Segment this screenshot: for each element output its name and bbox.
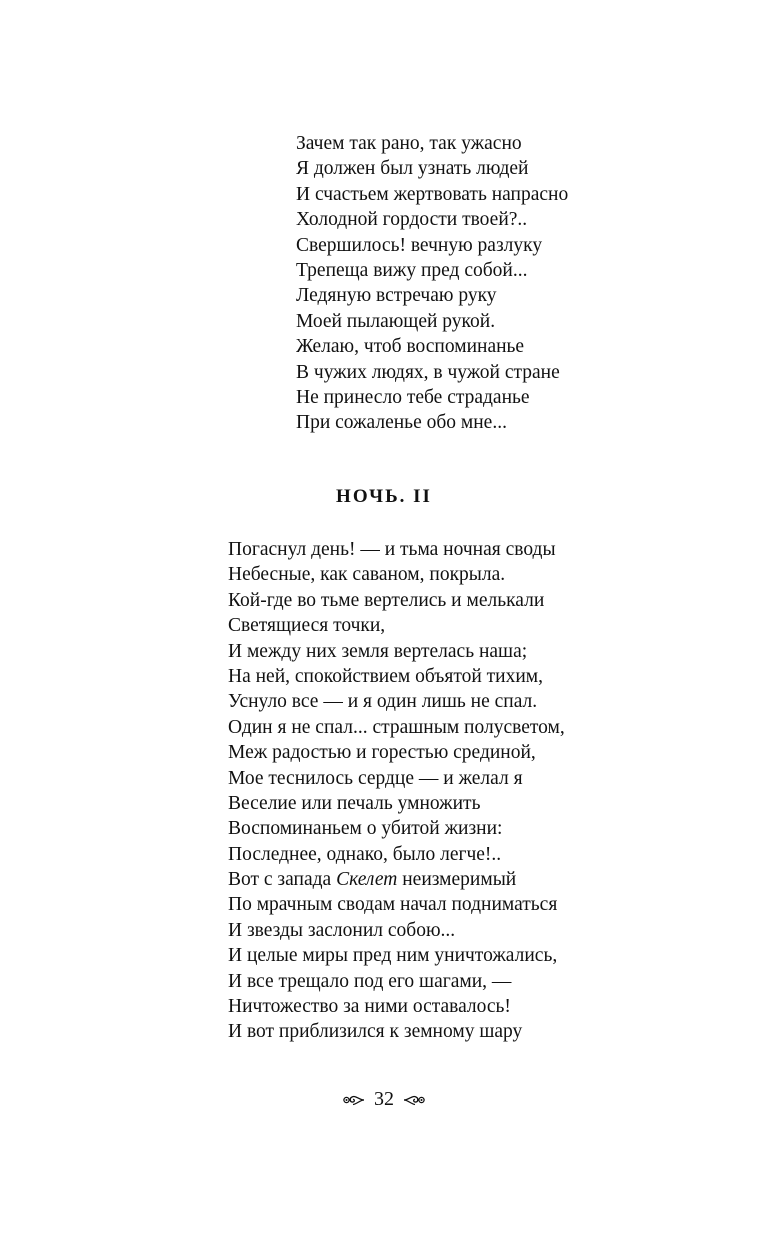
verse-line: На ней, спокойствием объятой тихим, [228,665,544,687]
verse-line: Желаю, чтоб воспоминанье [296,336,525,358]
verse-line [228,867,565,892]
verse-line: Мое теснилось сердце — и желал я [228,767,523,789]
verse-line: Погаснул день! — и тьма ночная своды [228,539,556,560]
verse-segment: Вот с запада [228,869,332,891]
verse-line: Один я не спал... страшным полусветом, [228,716,565,738]
verse-line: Веселие или печаль умножить [228,792,481,814]
verse-segment: неизмеримый [402,869,517,891]
poem-title: НОЧЬ. II [336,486,432,507]
stanza-1 [296,131,568,436]
verse-line: При сожаленье обо мне... [296,412,507,434]
verse-line: Воспоминаньем о убитой жизни: [228,818,503,840]
verse-line: Небесные, как саваном, покрыла. [228,564,506,586]
verse-line: Зачем так рано, так ужасно [296,133,522,154]
verse-line: И звезды заслонил собою... [228,919,456,941]
verse-line: Ледяную встречаю руку [296,285,497,307]
verse-line: Не принесло тебе страданье [296,386,530,408]
verse-line: И между них земля вертелась наша; [228,640,528,662]
verse-line: И вот приблизился к земному шару [228,1021,523,1043]
verse-line: Моей пылающей рукой. [296,310,496,332]
fleuron-right-icon [402,1092,426,1108]
verse-line: Кой-где во тьме вертелись и мелькали [228,589,545,611]
verse-line: Меж радостью и горестью срединой, [228,742,536,764]
verse-line: В чужих людях, в чужой стране [296,361,560,383]
italic-word: Скелет [336,869,398,891]
fleuron-left-icon [342,1092,366,1108]
verse-line: И все трещало под его шагами, — [228,970,512,992]
verse-line: Свершилось! вечную разлуку [296,234,543,256]
verse-line: Ничтожество за ними оставалось! [228,996,511,1018]
verse-line: Трепеща вижу пред собой... [296,259,528,281]
page-footer [0,1088,768,1111]
verse-line: И целые миры пред ним уничтожались, [228,945,558,967]
verse-line: Последнее, однако, было легче!.. [228,843,502,865]
verse-line: По мрачным сводам начал подниматься [228,894,558,916]
verse-line: И счастьем жертвовать напрасно [296,183,569,205]
verse-line: Светящиеся точки, [228,615,386,637]
verse-line: Я должен был узнать людей [296,158,529,180]
stanza-2 [228,537,565,1045]
verse-line: Уснуло все — и я один лишь не спал. [228,691,538,713]
verse-line: Холодной гордости твоей?.. [296,209,528,231]
page-number: 32 [374,1088,394,1110]
